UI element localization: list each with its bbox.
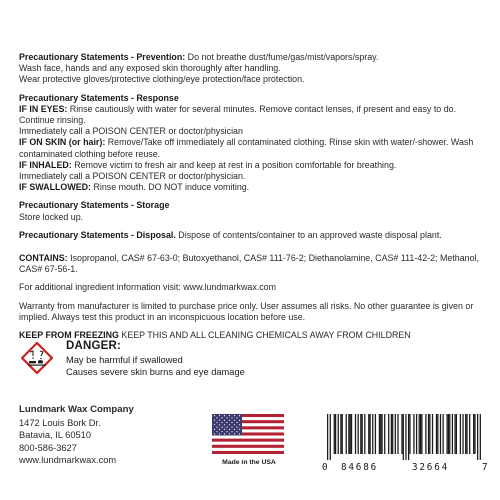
barcode-bar (419, 414, 420, 454)
barcode-bar (362, 414, 363, 454)
skin-label: IF ON SKIN (or hair): (19, 137, 106, 148)
barcode-bar (405, 414, 406, 460)
barcode-bar (440, 414, 441, 454)
barcode-bar (334, 414, 335, 454)
barcode-bar (379, 414, 380, 454)
barcode-bar (429, 414, 430, 454)
barcode-bar (462, 414, 463, 454)
inhaled-text: Remove victim to fresh air and keep at rest in a position comfortable for breathing. (71, 159, 397, 170)
barcode-bar (469, 414, 470, 454)
barcode (327, 414, 481, 460)
company-name: Lundmark Wax Company (19, 404, 134, 415)
danger-line: May be harmful if swallowed (66, 355, 183, 365)
barcode-bar (369, 414, 370, 454)
barcode-bar (474, 414, 475, 454)
storage-text: Store locked up. (19, 211, 84, 222)
barcode-bar (335, 414, 336, 454)
barcode-bar (388, 414, 389, 454)
barcode-bar (454, 414, 455, 454)
prevention-section (19, 52, 485, 63)
barcode-bar (420, 414, 421, 454)
danger-line: Causes severe skin burns and eye damage (66, 367, 245, 377)
barcode-bar (452, 414, 453, 454)
freezing-label: KEEP FROM FREEZING (19, 330, 119, 341)
made-in-usa: Made in the USA (222, 459, 276, 466)
barcode-bar (413, 414, 414, 454)
disposal-text: Dispose of contents/container to an approved waste disposal plant. (175, 229, 442, 240)
barcode-bar (437, 414, 438, 454)
ghs-corrosion-icon (21, 342, 53, 374)
barcode-bar (338, 414, 339, 454)
barcode-digits-group1: 84686 (341, 462, 378, 473)
inhaled-label: IF INHALED: (19, 159, 72, 170)
barcode-bar (460, 414, 461, 454)
barcode-bar (465, 414, 466, 454)
barcode-bar (327, 414, 328, 460)
barcode-bar (446, 414, 447, 454)
address-line: 1472 Louis Bork Dr. (19, 417, 101, 428)
barcode-bar (350, 414, 351, 454)
barcode-bar (381, 414, 382, 454)
barcode-bar (380, 414, 381, 454)
phone-number: 800-586-3627 (19, 442, 77, 453)
contains-label: CONTAINS: (19, 253, 68, 264)
children-warning: KEEP THIS AND ALL CLEANING CHEMICALS AWAY FROM CHILDREN (118, 330, 411, 341)
barcode-bar (408, 414, 409, 460)
barcode-bar (456, 414, 457, 454)
barcode-bar (364, 414, 365, 454)
barcode-bar (477, 414, 478, 460)
prevention-heading: Precautionary Statements - Prevention: (19, 52, 186, 62)
contains-section (19, 253, 485, 275)
us-flag-icon (212, 414, 284, 454)
barcode-bar (428, 414, 429, 454)
barcode-bar (401, 414, 402, 454)
if-inhaled (19, 160, 485, 171)
barcode-bar (425, 414, 426, 454)
barcode-bar (342, 414, 343, 454)
precautionary-label (19, 52, 485, 341)
warranty-text: Warranty from manufacturer is limited to purchase price only. User assumes all risks. No other guarantee is given or implied. Always test this product in an inconspicuous location before use. (19, 300, 474, 322)
prevention-text: Do not breathe dust/fume/gas/mist/vapors/spray. (185, 52, 379, 62)
prevention-line: Wear protective gloves/protective clothing/eye protection/face protection. (19, 74, 305, 85)
barcode-bar (443, 414, 444, 454)
barcode-bar (448, 414, 449, 454)
swallowed-label: IF SWALLOWED: (19, 182, 91, 193)
barcode-bar (416, 414, 417, 454)
response-heading: Precautionary Statements - Response (19, 92, 179, 103)
eyes-text: Rinse cautiously with water for several minutes. Remove contact lenses, if present and easy to do. Continue rinsing. (19, 103, 457, 126)
disposal-section (19, 230, 485, 241)
barcode-bar (432, 414, 433, 454)
barcode-bar (395, 414, 396, 454)
skin-text: Remove/Take off immediately all contaminated clothing. Rinse skin with water/-shower. Wash contaminated clothing before reuse. (19, 137, 474, 159)
company-address (19, 404, 134, 467)
eyes-label: IF IN EYES: (19, 103, 68, 114)
if-in-eyes (19, 104, 485, 126)
barcode-bar (346, 414, 347, 454)
barcode-bar (391, 414, 392, 454)
barcode-bar (372, 414, 373, 454)
eyes-call: Immediately call a POISON CENTER or doctor/physician (19, 126, 243, 137)
barcode-bar (473, 414, 474, 454)
storage-heading: Precautionary Statements - Storage (19, 200, 170, 211)
contains-text: Isopropanol, CAS# 67-63-0; Butoxyethanol, CAS# 111-76-2; Diethanolamine, CAS# 111-42-2; Methanol, CAS# 67-56-1. (19, 253, 479, 275)
danger-title: DANGER: (66, 340, 122, 352)
barcode-bar (403, 414, 404, 460)
ghs-diamond-frame (22, 343, 52, 373)
prevention-line: Wash face, hands and any exposed skin thoroughly after handling. (19, 63, 281, 74)
barcode-bar (397, 414, 398, 454)
swallowed-text: Rinse mouth. DO NOT induce vomiting. (90, 182, 250, 193)
barcode-bar (392, 414, 393, 454)
barcode-bar (436, 414, 437, 454)
address-line: Batavia, IL 60510 (19, 430, 92, 440)
barcode-bar (351, 414, 352, 454)
barcode-bar (355, 414, 356, 454)
barcode-bar (358, 414, 359, 454)
barcode-digit-right: 7 (482, 462, 488, 473)
barcode-bar (466, 414, 467, 454)
barcode-bar (340, 414, 341, 454)
if-swallowed (19, 182, 485, 193)
barcode-bar (384, 414, 385, 454)
barcode-digits-group2: 32664 (412, 462, 449, 473)
barcode-bar (375, 414, 376, 454)
barcode-digit-left: 0 (322, 462, 328, 473)
website: www.lundmarkwax.com (19, 455, 117, 465)
barcode-bar (368, 414, 369, 454)
barcode-bar (409, 414, 410, 454)
barcode-bar (330, 414, 331, 460)
inhaled-call: Immediately call a POISON CENTER or doctor/physician. (19, 171, 246, 182)
barcode-bar (449, 414, 450, 454)
barcode-bar (348, 414, 349, 454)
barcode-bar (480, 414, 481, 460)
barcode-bar (421, 414, 422, 454)
barcode-bar (360, 414, 361, 454)
additional-info: For additional ingredient information visit: www.lundmarkwax.com (19, 282, 276, 293)
danger-block (19, 338, 489, 378)
disposal-heading: Precautionary Statements - Disposal. (19, 229, 176, 240)
if-on-skin (19, 137, 485, 159)
